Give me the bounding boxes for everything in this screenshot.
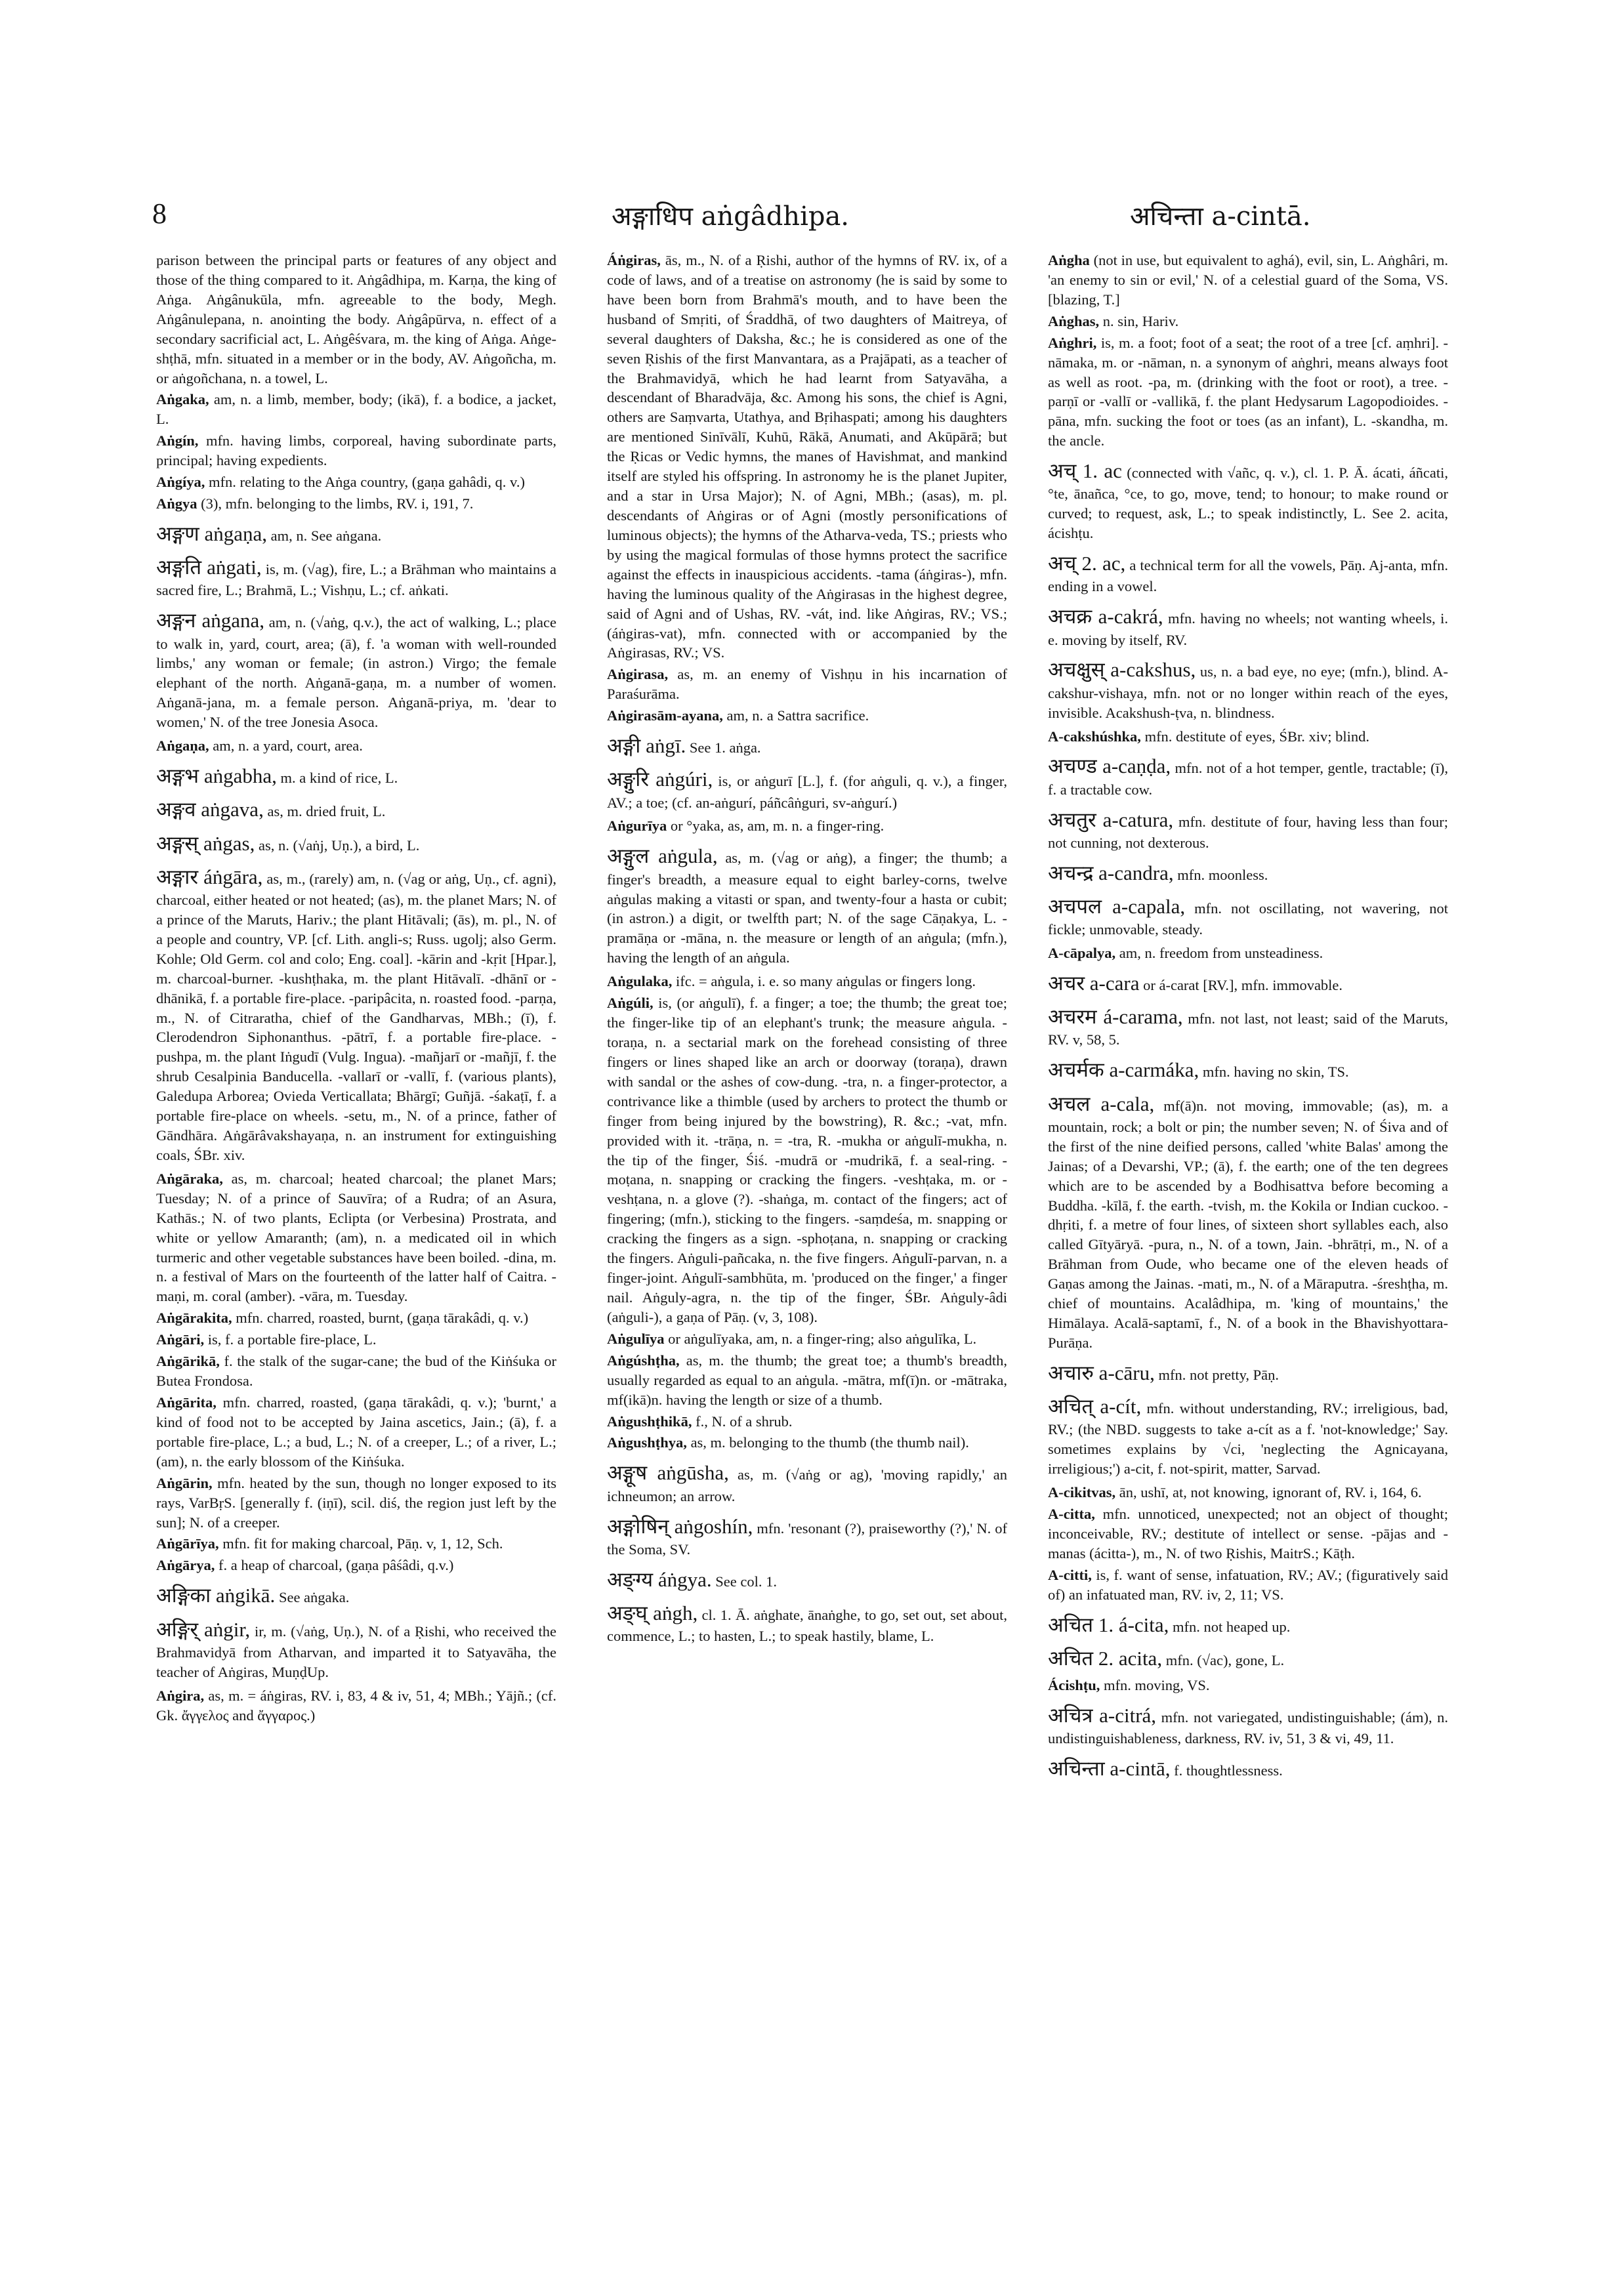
entry-headword: अङ्गार áṅgāra,	[156, 865, 263, 888]
entry-headword: Aṅgārīya,	[156, 1535, 219, 1552]
entry-headword: अङ्गन aṅgana,	[156, 609, 264, 632]
column-2	[607, 251, 1007, 2258]
dictionary-entry	[1048, 1359, 1448, 1386]
entry-headword: अचर a-cara	[1048, 972, 1140, 995]
entry-headword: अङ्घ् aṅgh,	[607, 1601, 698, 1624]
entry-headword: Aṅgulaka,	[607, 973, 673, 990]
entry-definition: us, n. a bad eye, no eye; (mfn.), blind. A-cakshur-vishaya, mfn. not or no longer within reach of the eyes, invisible. Acakshush-ṭva, n. blindness.	[1048, 663, 1448, 721]
dictionary-entry	[607, 816, 1007, 836]
entry-headword: Aṅgulīya	[607, 1330, 665, 1347]
dictionary-entry	[1048, 1565, 1448, 1605]
entry-definition: as, m. dried fruit, L.	[267, 803, 386, 820]
entry-headword: अङ्गव aṅgava,	[156, 798, 264, 821]
entry-headword: Aṅgirasa,	[607, 666, 669, 683]
dictionary-entry	[156, 1556, 556, 1575]
entry-definition: am, n. a Sattra sacrifice.	[726, 707, 869, 724]
entry-headword: अङ्गिका aṅgikā.	[156, 1584, 276, 1607]
dictionary-entry	[156, 1534, 556, 1554]
entry-definition: See col. 1.	[715, 1573, 777, 1590]
entry-headword: अचित् a-cít,	[1048, 1395, 1142, 1418]
dictionary-entry	[156, 1582, 556, 1609]
entry-definition: is, m. a foot; foot of a seat; the root of a tree [cf. aṃhri]. -nāmaka, m. or -nāman, n. a synonym of aṅghri, means always foot as well as root. -pa, m. (drinking with the foot or root), a tree. -parṇī or -vallī or -vallikā, f. the plant Hedysarum Lagopodioides. -pāna, mfn. sucking the foot or toes (as an infant), L. -skandha, m. the ancle.	[1048, 334, 1448, 449]
entry-definition: ifc. = aṅgula, i. e. so many aṅgulas or fingers long.	[676, 973, 976, 990]
entry-headword: Aṅgushṭhikā,	[607, 1413, 692, 1430]
entry-definition: mfn. fit for making charcoal, Pāṇ. v, 1, 12, Sch.	[222, 1535, 503, 1552]
dictionary-entry	[1048, 603, 1448, 650]
dictionary-entry	[156, 1393, 556, 1472]
dictionary-entry	[1048, 1090, 1448, 1353]
entry-headword: Aṅgira,	[156, 1687, 205, 1704]
entry-definition: as, n. (√aṅj, Uṇ.), a bird, L.	[258, 837, 420, 854]
entry-headword: अङ्गण aṅgaṇa,	[156, 522, 267, 545]
entry-definition: mfn. heated by the sun, though no longer exposed to its rays, VarBṛS. [generally f. (iṇī), scil. diś, the region just left by the sun]; N. of a creeper.	[156, 1474, 556, 1531]
dictionary-entry	[607, 706, 1007, 726]
entry-headword: अङ्गिर् aṅgir,	[156, 1617, 251, 1641]
entry-definition: mfn. destitute of eyes, ŚBr. xiv; blind.	[1144, 728, 1370, 745]
entry-definition: mf(ā)n. not moving, immovable; (as), m. a mountain, rock; a bolt or pin; the number seven; N. of Śiva and of the first of the nine deified persons, called 'white Balas' among the Jainas; of a Devarshi, VP.; (ā), f. the earth; one of the ten degrees which are to be ascended by a Bodhisattva before becoming a Buddha. -kīlā, f. the earth. -tvish, m. the Kokila or Indian cuckoo. -dhṛiti, f. a metre of four lines, of sixteen short syllables each, also called Gītyāryā. -pura, n., N. of a town, Jain. -bhrātṛi, m., N. of a Brāhman from Oude, who became one of the eleven heads of Gaṇas among the Jainas. -mati, m., N. of a Māraputra. -śreshṭha, m. chief of mountains. Acalâdhipa, m. 'king of mountains,' the Himālaya. Acalā-saptamī, f., N. of a book in the Bhavishyottara-Purāṇa.	[1048, 1097, 1448, 1351]
entry-definition: or aṅgulīyaka, am, n. a finger-ring; also aṅgulīka, L.	[668, 1330, 977, 1347]
entry-headword: A-citti,	[1048, 1566, 1092, 1583]
entry-definition: (not in use, but equivalent to aghá), evil, sin, L. Aṅghâri, m. 'an enemy to sin or evil,' N. of a celestial guard of the Soma, VS. [blazing, T.]	[1048, 252, 1448, 308]
dictionary-entry	[607, 251, 1007, 663]
dictionary-entry	[1048, 251, 1448, 310]
entry-definition: as, m. belonging to the thumb (the thumb nail).	[690, 1434, 969, 1451]
dictionary-entry	[156, 554, 556, 600]
entry-headword: अच् 2. ac,	[1048, 552, 1126, 575]
dictionary-entry	[607, 1459, 1007, 1506]
right-running-headword: अचिन्ता a-cintā.	[1130, 201, 1311, 232]
entry-headword: A-cikitvas,	[1048, 1484, 1116, 1501]
dictionary-entry	[156, 1474, 556, 1533]
entry-definition: (3), mfn. belonging to the limbs, RV. i, 191, 7.	[201, 495, 474, 512]
entry-headword: अचक्र a-cakrá,	[1048, 605, 1163, 629]
entry-definition: mfn. having no skin, TS.	[1202, 1064, 1349, 1081]
dictionary-entry	[156, 1308, 556, 1328]
entry-definition: am, n. (√aṅg, q.v.), the act of walking, L.; place to walk in, yard, court, area; (ā), f. 'a woman with well-rounded limbs,' any woman or female; (in astron.) Virgo; the female elephant of the north. Aṅganā-gaṇa, m. a number of women. Aṅganā-jana, m. a female person. Aṅganā-priya, m. 'dear to women,' N. of the tree Jonesia Asoca.	[156, 614, 556, 731]
entry-headword: अङ्गभ aṅgabha,	[156, 764, 277, 788]
entry-definition: mfn. charred, roasted, burnt, (gaṇa tārakâdi, q. v.)	[236, 1310, 529, 1327]
dictionary-entry	[1048, 970, 1448, 997]
entry-headword: Aṅgārikā,	[156, 1353, 220, 1370]
entry-definition: as, m. (√aṅg or ag), 'moving rapidly,' an ichneumon; an arrow.	[607, 1466, 1007, 1504]
entry-definition: mfn. not heaped up.	[1173, 1618, 1291, 1635]
dictionary-entry	[156, 431, 556, 470]
dictionary-entry	[607, 1433, 1007, 1453]
entry-headword: अङ्गी aṅgī.	[607, 734, 686, 758]
entry-definition: f. thoughtlessness.	[1174, 1762, 1283, 1779]
entry-headword: अचित्र a-citrá,	[1048, 1703, 1157, 1727]
entry-definition: mfn. moving, VS.	[1104, 1677, 1210, 1694]
dictionary-entry	[1048, 806, 1448, 853]
entry-headword: Aṅgúli,	[607, 995, 654, 1012]
entry-definition: a technical term for all the vowels, Pāṇ. Aj-anta, mfn. ending in a vowel.	[1048, 557, 1448, 595]
entry-headword: अङ्गति aṅgati,	[156, 556, 262, 579]
entry-definition: mfn. charred, roasted, (gaṇa tārakâdi, q. v.); 'burnt,' a kind of food not to be accepted by Jaina ascetics, Jain.; (ā), f. a portable fire-place, L.; a bud, L.; N. of a creeper, L.; of a river, L.; (am), n. the early blossom of the Kiṅśuka.	[156, 1394, 556, 1470]
dictionary-entry	[1048, 1676, 1448, 1695]
dictionary-entry	[607, 842, 1007, 968]
dictionary-entry	[1048, 1755, 1448, 1782]
dictionary-entry	[607, 665, 1007, 704]
dictionary-entry	[156, 796, 556, 823]
entry-definition: mfn. not oscillating, not wavering, not fickle; unmovable, steady.	[1048, 899, 1448, 938]
entry-definition: ās, m., N. of a Ṛishi, author of the hymns of RV. ix, of a code of laws, and of a treatise on astronomy (he is said by some to have been born from Brahmā's mouth, and to have been the husband of Smṛiti, of Śraddhā, of two daughters of Maitreya, of several daughters of Daksha, &c.; he is considered as one of the seven Ṛishis of the first Manvantara, as a Prajāpati, as a teacher of the Brahmavidyā, which he had learnt from Satyavāha, a descendant of Bharadvāja, &c. Among his sons, the chief is Agni, others are Saṃvarta, Utathya, and Bṛihaspati; among his daughters are mentioned Sinīvālī, Kuhū, Rākā, Anumati, and Akūpārā; but the Ṛicas or Vedic hymns, the manes of Havishmat, and mankind itself are styled his offspring. In astronomy he is the planet Jupiter, and a star in Ursa Major); N. of Agni, MBh.; (asas), m. pl. descendants of Aṅgiras or of Agni (mostly personifications of luminous objects); the hymns of the Atharva-veda, TS.; priests who by using the magical formulas of those hymns protect the sacrifice against the effects in inauspicious accidents. -tama (áṅgiras-), mfn. having the luminous quality of the Aṅgirasas in the highest degree, said of Agni and of Ushas, RV. -vát, ind. like Aṅgiras, RV.; VS.; (áṅgiras-vat), mfn. connected with or accompanied by the Aṅgirasas, RV.; VS.	[607, 252, 1007, 661]
dictionary-entry	[607, 1566, 1007, 1593]
entry-headword: Aṅgúshṭha,	[607, 1352, 680, 1369]
entry-definition: f., N. of a shrub.	[696, 1413, 793, 1430]
entry-definition: mfn. (√ac), gone, L.	[1165, 1651, 1285, 1668]
entry-definition: mfn. having no wheels; not wanting wheels, i. e. moving by itself, RV.	[1048, 610, 1448, 648]
entry-definition: am, n. a yard, court, area.	[213, 737, 363, 755]
entry-headword: Aṅgārin,	[156, 1474, 213, 1491]
entry-definition: mfn. not last, not least; said of the Maruts, RV. v, 58, 5.	[1048, 1010, 1448, 1048]
entry-definition: ir, m. (√aṅg, Uṇ.), N. of a Ṛishi, who received the Brahmavidyā from Atharvan, and imparted it to Satyavāha, the teacher of Aṅgiras, MuṇḍUp.	[156, 1623, 556, 1680]
dictionary-entry	[1048, 859, 1448, 886]
dictionary-entry	[156, 520, 556, 547]
dictionary-entry	[1048, 1003, 1448, 1050]
page-number: 8	[152, 197, 167, 230]
entry-headword: Aṅgushṭhya,	[607, 1434, 687, 1451]
entry-headword: Aṅgín,	[156, 432, 199, 449]
entry-definition: mfn. relating to the Aṅga country, (gaṇa gahâdi, q. v.)	[209, 474, 525, 491]
entry-headword: Aṅgāraka,	[156, 1170, 223, 1187]
entry-headword: A-cāpalya,	[1048, 945, 1116, 962]
dictionary-entry	[156, 1352, 556, 1391]
entry-definition: n. sin, Hariv.	[1102, 312, 1179, 329]
entry-definition: as, m. (√ag or aṅg), a finger; the thumb; a finger's breadth, a measure equal to eight barley-corns, twelve aṅgulas making a vitasti or span, and twenty-four a hasta or cubit; (in astron.) a digit, or twelfth part; N. of the sage Cāṇakya, L. -pramāṇa or -māna, n. the measure or length of an aṅgula; (mfn.), having the length of an aṅgula.	[607, 850, 1007, 966]
dictionary-entry	[607, 732, 1007, 759]
dictionary-entry	[156, 762, 556, 789]
dictionary-entry	[156, 251, 556, 388]
entry-headword: अङ्गुल aṅgula,	[607, 844, 718, 868]
dictionary-entry	[156, 494, 556, 514]
entry-headword: Ácishṭu,	[1048, 1677, 1100, 1694]
dictionary-entry	[607, 1412, 1007, 1432]
entry-headword: अङ्गस् aṅgas,	[156, 831, 255, 855]
entry-headword: अचन्द्र a-candra,	[1048, 861, 1174, 884]
entry-definition: (connected with √añc, q. v.), cl. 1. P. Ā. ácati, áñcati, °te, ānañca, °ce, to go, move, tend; to honour; to make round or curved; to request, ask, L.; to speak indistinctly, L. See 2. acita, ácishṭu.	[1048, 465, 1448, 542]
entry-definition: See 1. aṅga.	[689, 739, 761, 756]
entry-headword: अच् 1. ac	[1048, 459, 1122, 483]
dictionary-entry	[1048, 656, 1448, 722]
dictionary-entry	[607, 1351, 1007, 1410]
entry-headword: अचण्ड a-caṇḍa,	[1048, 755, 1171, 778]
left-running-headword: अङ्गाधिप aṅgâdhipa.	[612, 201, 850, 232]
entry-headword: अचित 1. á-cita,	[1048, 1613, 1169, 1636]
dictionary-entry	[156, 830, 556, 857]
entry-definition: is, or aṅgurī [L.], f. (for aṅguli, q. v.), a finger, AV.; a toe; (cf. an-aṅgurí, páñcâṅguri, sv-aṅgurí.)	[607, 773, 1007, 811]
entry-definition: f. the stalk of the sugar-cane; the bud of the Kiṅśuka or Butea Frondosa.	[156, 1353, 556, 1390]
dictionary-entry	[607, 1329, 1007, 1349]
dictionary-entry	[607, 972, 1007, 991]
dictionary-entry	[156, 863, 556, 1165]
entry-headword: Aṅgāri,	[156, 1331, 205, 1348]
dictionary-entry	[156, 390, 556, 429]
entry-definition: mfn. destitute of four, having less than four; not cunning, not dexterous.	[1048, 813, 1448, 851]
page-header	[152, 197, 1465, 236]
entry-definition: mfn. moonless.	[1177, 866, 1268, 883]
entry-definition: mfn. having limbs, corporeal, having subordinate parts, principal; having expedients.	[156, 432, 556, 469]
dictionary-entry	[1048, 893, 1448, 940]
entry-definition: mfn. not of a hot temper, gentle, tractable; (ī), f. a tractable cow.	[1048, 760, 1448, 798]
dictionary-entry	[1048, 1504, 1448, 1563]
dictionary-entry	[156, 1616, 556, 1682]
dictionary-entry	[1048, 550, 1448, 596]
entry-headword: अङ्ग्य áṅgya.	[607, 1567, 712, 1591]
entry-definition: mfn. unnoticed, unexpected; not an object of thought; inconceivable, RV.; destitute of intellect or sense. -pājas and -manas (ácitta-), m., N. of two Ṛishis, MaitrS.; Kāṭh.	[1048, 1506, 1448, 1561]
dictionary-entry	[156, 607, 556, 732]
entry-headword: अचारु a-cāru,	[1048, 1361, 1155, 1384]
entry-definition: parison between the principal parts or features of any object and those of the thing compared to it. Aṅgâdhipa, m. Karṇa, the king of Aṅga. Aṅgânukūla, mfn. agreeable to the body, Megh. Aṅgânulepana, n. anointing the body. Aṅgâpūrva, n. effect of a secondary sacrificial act, L. Aṅgêśvara, m. the king of Aṅga. Aṅge-shṭhā, mfn. situated in a member or in the body, AV. Aṅgoñcha, m. or aṅgoñchana, n. a towel, L.	[156, 252, 556, 386]
entry-definition: cl. 1. Ā. aṅghate, ānaṅghe, to go, set out, set about, commence, L.; to hasten, L.; to speak hastily, blame, L.	[607, 1606, 1007, 1645]
entry-definition: as, m. the thumb; the great toe; a thumb's breadth, usually regarded as equal to an aṅgula. -mātra, mf(ī)n. or -mātraka, mf(ikā)n. having the length or size of a thumb.	[607, 1352, 1007, 1408]
dictionary-entry	[1048, 333, 1448, 451]
entry-headword: अचल a-cala,	[1048, 1092, 1155, 1115]
dictionary-entry	[1048, 727, 1448, 747]
entry-headword: Aṅghri,	[1048, 334, 1097, 351]
entry-headword: Aṅgaka,	[156, 391, 209, 408]
dictionary-entry	[607, 766, 1007, 812]
entry-headword: अचर्मक a-carmáka,	[1048, 1058, 1199, 1082]
entry-definition: as, m. an enemy of Vishṇu in his incarnation of Paraśurāma.	[607, 666, 1007, 703]
entry-definition: mfn. without understanding, RV.; irreligious, bad, RV.; (the NBD. suggests to take a-cít as a f. 'not-knowledge;' Say. sometimes explains by √ci, 'neglecting the Agnicayana, irreligious;') a-cit, f. not-spirit, matter, Sarvad.	[1048, 1400, 1448, 1478]
entry-definition: is, f. want of sense, infatuation, RV.; AV.; (figuratively said of) an infatuated man, RV. iv, 2, 11; VS.	[1048, 1566, 1448, 1603]
entry-headword: Aṅghas,	[1048, 312, 1100, 329]
entry-headword: अङ्गुरि aṅgúri,	[607, 768, 713, 791]
entry-headword: अचक्षुस् a-cakshus,	[1048, 658, 1196, 682]
entry-definition: or á-carat [RV.], mfn. immovable.	[1143, 977, 1343, 994]
entry-headword: Aṅgíya,	[156, 474, 205, 491]
dictionary-entry	[1048, 943, 1448, 963]
entry-headword: अङ्गोषिन् aṅgoshín,	[607, 1514, 753, 1538]
entry-definition: ān, ushī, at, not knowing, ignorant of, RV. i, 164, 6.	[1119, 1484, 1422, 1501]
entry-headword: A-cakshúshka,	[1048, 728, 1141, 745]
entry-headword: अचित 2. acita,	[1048, 1646, 1163, 1670]
entry-definition: is, (or aṅgulī), f. a finger; a toe; the thumb; the great toe; the finger-like tip of an elephant's trunk; the measure aṅgula. -toraṇa, n. a sectarial mark on the forehead consisting of three fingers or lines shaped like an arch or doorway (toraṇa), drawn with sandal or the ashes of cow-dung. -tra, n. a finger-protector, a contrivance like a thimble (used by archers to protect the thumb or finger from being injured by the bowstring), R. &c.; -vat, mfn. provided with it. -trāṇa, n. = -tra, R. -mukha or aṅgulī-mukha, n. the tip of the finger, Śiś. -mudrā or -mudrikā, f. a seal-ring. -moṭana, n. snapping or cracking the fingers. -veshṭaka, m. or -veshṭana, n. a glove (?). -shaṅga, m. contact of the fingers; act of fingering; (mfn.), sticking to the fingers. -saṃdeśa, m. snapping or cracking the fingers as a sign. -sphoṭana, n. snapping or cracking the fingers. Aṅguli-pañcaka, n. the five fingers. Aṅgulī-parvan, n. a finger-joint. Aṅgulī-sambhūta, m. 'produced on the finger,' a finger nail. Aṅguly-agra, n. the tip of the finger, ŚBr. Aṅguly-âdi (aṅguli-), a gaṇa of Pāṇ. (v, 3, 108).	[607, 995, 1007, 1325]
entry-headword: अचतुर a-catura,	[1048, 808, 1174, 831]
entry-headword: Aṅgārita,	[156, 1394, 217, 1411]
column-1	[156, 251, 556, 2258]
entry-headword: अचिन्ता a-cintā,	[1048, 1757, 1171, 1781]
entry-headword: Aṅgārya,	[156, 1557, 215, 1574]
entry-definition: mfn. not variegated, undistinguishable; (ám), n. undistinguishableness, darkness, RV. iv, 51, 3 & vi, 49, 11.	[1048, 1708, 1448, 1747]
entry-definition: as, m. charcoal; heated charcoal; the planet Mars; Tuesday; N. of a prince of Sauvīra; of a Rudra; of an Asura, Kathās.; N. of two plants, Eclipta (or Verbesina) Prostrata, and white or yellow Amaranth; (am), n. a medicated oil in which turmeric and other vegetable substances have been boiled. -dina, m. n. a festival of Mars on the fourteenth of the latter half of Caitra. -maṇi, m. coral (amber). -vāra, m. Tuesday.	[156, 1170, 556, 1305]
entry-headword: अचरम á-carama,	[1048, 1005, 1183, 1029]
entry-definition: m. a kind of rice, L.	[280, 770, 398, 787]
dictionary-entry	[1048, 1645, 1448, 1672]
dictionary-entry	[156, 472, 556, 492]
entry-definition: or °yaka, as, am, m. n. a finger-ring.	[670, 817, 885, 835]
dictionary-entry	[607, 1600, 1007, 1646]
entry-headword: अचपल a-capala,	[1048, 894, 1186, 918]
entry-definition: f. a heap of charcoal, (gaṇa pâśâdi, q.v.)	[219, 1557, 454, 1574]
dictionary-entry	[1048, 312, 1448, 331]
dictionary-entry	[1048, 1483, 1448, 1502]
entry-headword: Aṅgirasām-ayana,	[607, 707, 723, 724]
entry-headword: Áṅgiras,	[607, 252, 661, 268]
entry-definition: am, n. a limb, member, body; (ikā), f. a bodice, a jacket, L.	[156, 391, 556, 428]
entry-headword: अङ्गूष aṅgūsha,	[607, 1461, 729, 1485]
dictionary-entry	[607, 993, 1007, 1327]
dictionary-entry	[156, 1686, 556, 1726]
dictionary-entry	[607, 1513, 1007, 1560]
dictionary-entry	[156, 736, 556, 756]
entry-definition: mfn. 'resonant (?), praiseworthy (?),' N. of the Soma, SV.	[607, 1520, 1007, 1558]
dictionary-entry	[1048, 1056, 1448, 1083]
entry-definition: as, m., (rarely) am, n. (√ag or aṅg, Uṇ., cf. agni), charcoal, either heated or not heated; (as), m. the planet Mars; N. of a prince of the Maruts, Hariv.; the plant Hitāvali; (ās), m. pl., N. of a people and country, VP. [cf. Lith. angli-s; Russ. ugolj; also Germ. Kohle; Old Germ. col and colo; Eng. coal]. -kārin and -kṛit [Hpar.], m. charcoal-burner. -kushṭhaka, m. the plant Hitāvalī. -dhānī or -dhānikā, f. a portable fire-place. -paripâcita, n. roasted food. -parṇa, m., N. of Citraratha, chief of the Gandharvas, MBh.; (ī), f. Clerodendron Siphonanthus. -pātrī, f. a portable fire-place. -pushpa, m. the plant Iṅgudī (Vulg. Ingua). -mañjarī or -mañjī, f. the shrub Cesalpinia Banducella. -vallarī or -vallī, f. (various plants), Galedupa Arborea; Ovieda Verticallata; Bhārgī; Guñjā. -śakaṭī, f. a portable fire-place on wheels. -setu, m., N. of a prince, father of Gāndhāra. Aṅgārâvakshayaṇa, n. an instrument for extinguishing coals, ŚBr. xiv.	[156, 870, 556, 1163]
entry-headword: Aṅgaṇa,	[156, 737, 209, 755]
dictionary-entry	[156, 1330, 556, 1350]
entry-headword: Aṅgārakita,	[156, 1310, 232, 1327]
entry-definition: am, n. See aṅgana.	[270, 527, 382, 544]
entry-headword: A-citta,	[1048, 1506, 1095, 1523]
dictionary-entry	[1048, 1393, 1448, 1479]
entry-definition: as, m. = áṅgiras, RV. i, 83, 4 & iv, 51, 4; MBh.; Yājñ.; (cf. Gk. ἄγγελος and ἄγγαρος.)	[156, 1687, 556, 1724]
entry-headword: Aṅgha	[1048, 252, 1090, 268]
entry-definition: See aṅgaka.	[278, 1589, 350, 1606]
entry-headword: Aṅgurīya	[607, 817, 667, 835]
entry-definition: mfn. not pretty, Pāṇ.	[1158, 1366, 1280, 1383]
column-3	[1048, 251, 1448, 2258]
dictionary-entry	[1048, 1702, 1448, 1748]
entry-definition: is, m. (√ag), fire, L.; a Brāhman who maintains a sacred fire, L.; Brahmā, L.; Vishṇu, L.; cf. aṅkati.	[156, 561, 556, 599]
entry-definition: is, f. a portable fire-place, L.	[207, 1331, 377, 1348]
dictionary-entry	[1048, 457, 1448, 543]
dictionary-entry	[1048, 1611, 1448, 1638]
entry-headword: Aṅgya	[156, 495, 198, 512]
dictionary-entry	[1048, 753, 1448, 799]
dictionary-entry	[156, 1169, 556, 1306]
entry-definition: am, n. freedom from unsteadiness.	[1119, 945, 1323, 962]
